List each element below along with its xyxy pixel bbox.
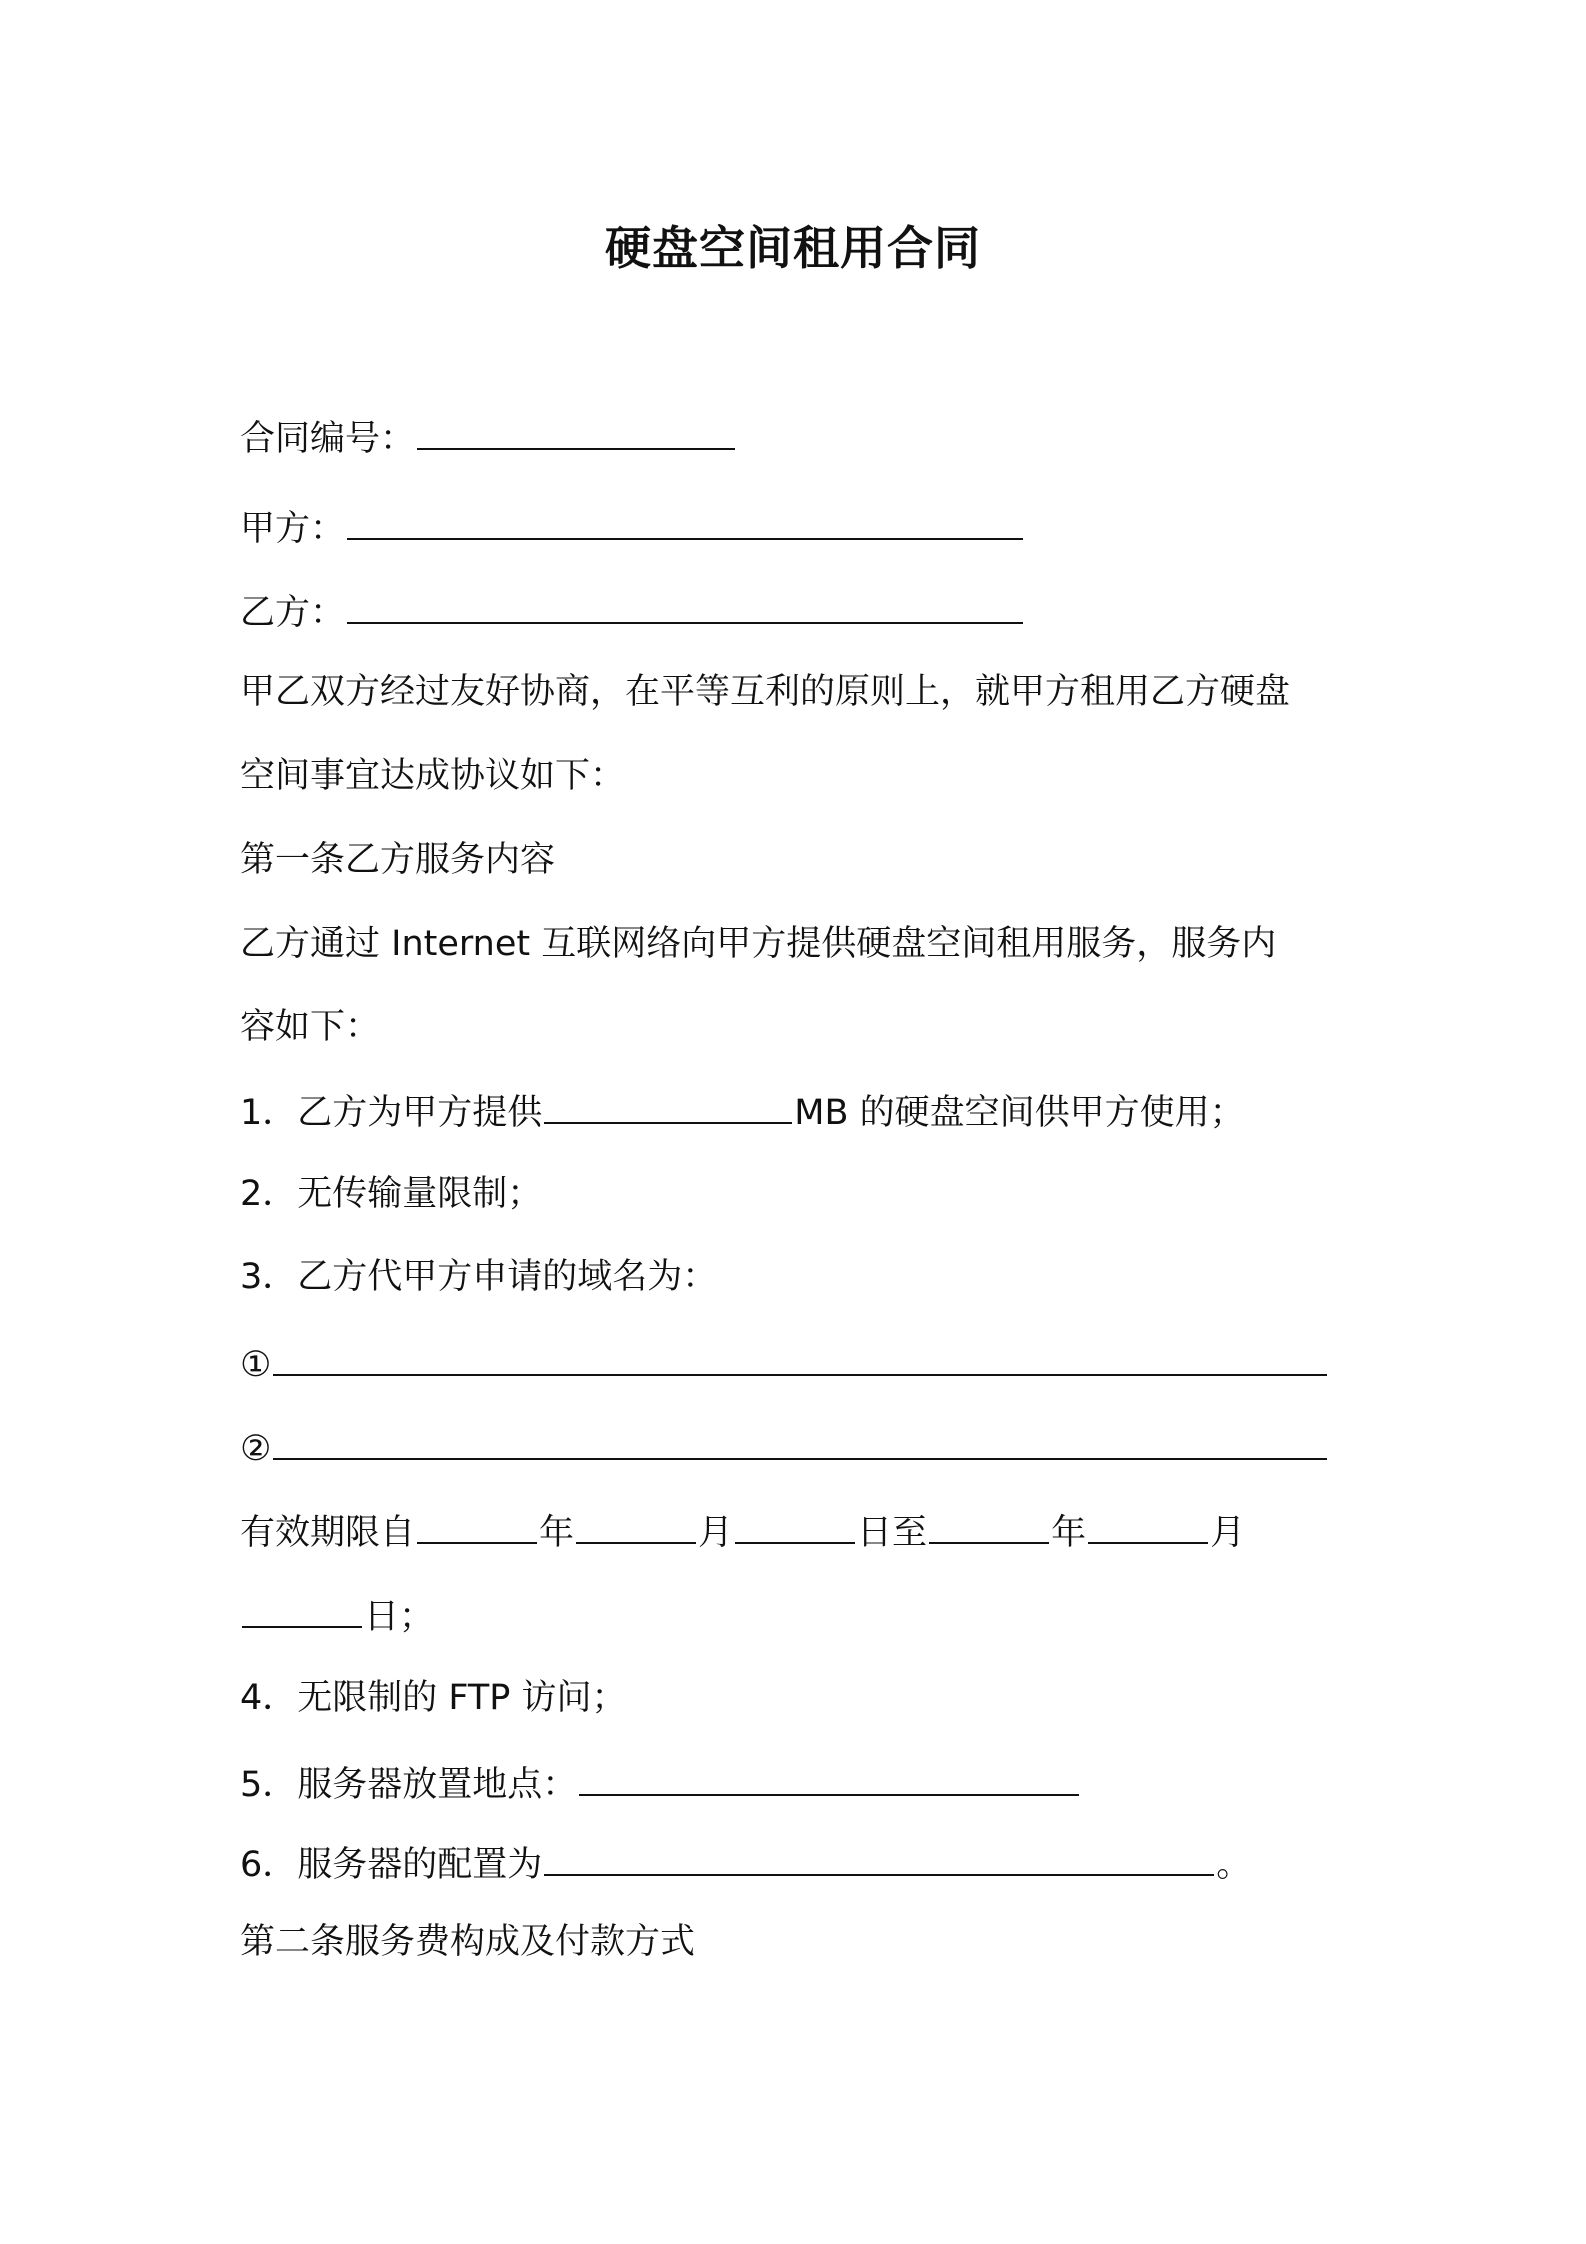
item-5-label: 5．服务器放置地点：: [240, 1765, 578, 1805]
contract-number-label: 合同编号：: [240, 419, 416, 459]
article-1-heading: 第一条乙方服务内容: [240, 840, 556, 880]
article-1-desc-line-2: 容如下：: [240, 1007, 381, 1047]
day-to-label: 日至: [857, 1513, 928, 1553]
item-5-line: [240, 1758, 1081, 1809]
item-1-line: [240, 1086, 1245, 1137]
domain-1-line: [240, 1338, 1329, 1389]
server-config-blank: [544, 1838, 1214, 1876]
item-1-suffix: MB 的硬盘空间供甲方使用；: [794, 1093, 1245, 1133]
item-6-suffix: 。: [1216, 1845, 1252, 1885]
intro-line-2: 空间事宜达成协议如下：: [240, 756, 626, 796]
party-a-line: [240, 502, 1025, 553]
party-b-line: [240, 586, 1025, 637]
party-a-blank: [347, 502, 1023, 540]
article-1-desc-line-1: 乙方通过 Internet 互联网络向甲方提供硬盘空间租用服务，服务内: [240, 924, 1277, 964]
domain-1-blank: [273, 1338, 1327, 1376]
start-year-label: 年: [539, 1513, 575, 1553]
end-year-label: 年: [1051, 1513, 1087, 1553]
validity-line: [240, 1506, 1245, 1557]
end-day-blank: [242, 1590, 362, 1628]
item-6-line: [240, 1838, 1251, 1889]
start-day-blank: [735, 1506, 855, 1544]
disk-space-blank: [544, 1086, 792, 1124]
party-b-label: 乙方：: [240, 593, 346, 633]
item-2-line: 2．无传输量限制；: [240, 1174, 543, 1214]
end-month-blank: [1088, 1506, 1208, 1544]
contract-number-line: [240, 412, 737, 463]
server-location-blank: [579, 1758, 1079, 1796]
item-1-prefix: 1．乙方为甲方提供: [240, 1093, 543, 1133]
party-b-blank: [347, 586, 1023, 624]
domain-2-line: [240, 1422, 1329, 1473]
item-4-line: 4．无限制的 FTP 访问；: [240, 1678, 627, 1718]
end-month-label: 月: [1210, 1513, 1246, 1553]
end-day-label: 日；: [364, 1597, 435, 1637]
item-3-line: 3．乙方代甲方申请的域名为：: [240, 1257, 718, 1297]
domain-1-marker: ①: [240, 1345, 272, 1385]
end-year-blank: [929, 1506, 1049, 1544]
intro-line-1: 甲乙双方经过友好协商，在平等互利的原则上，就甲方租用乙方硬盘: [240, 672, 1291, 712]
party-a-label: 甲方：: [240, 509, 346, 549]
article-2-heading: 第二条服务费构成及付款方式: [240, 1922, 696, 1962]
start-month-blank: [576, 1506, 696, 1544]
domain-2-blank: [273, 1422, 1327, 1460]
validity-end-line: [240, 1590, 434, 1641]
contract-number-blank: [417, 412, 735, 450]
domain-2-marker: ②: [240, 1429, 272, 1469]
page-title: 硬盘空间租用合同: [605, 221, 981, 275]
validity-prefix: 有效期限自: [240, 1513, 416, 1553]
start-month-label: 月: [698, 1513, 734, 1553]
item-6-prefix: 6．服务器的配置为: [240, 1845, 543, 1885]
start-year-blank: [417, 1506, 537, 1544]
